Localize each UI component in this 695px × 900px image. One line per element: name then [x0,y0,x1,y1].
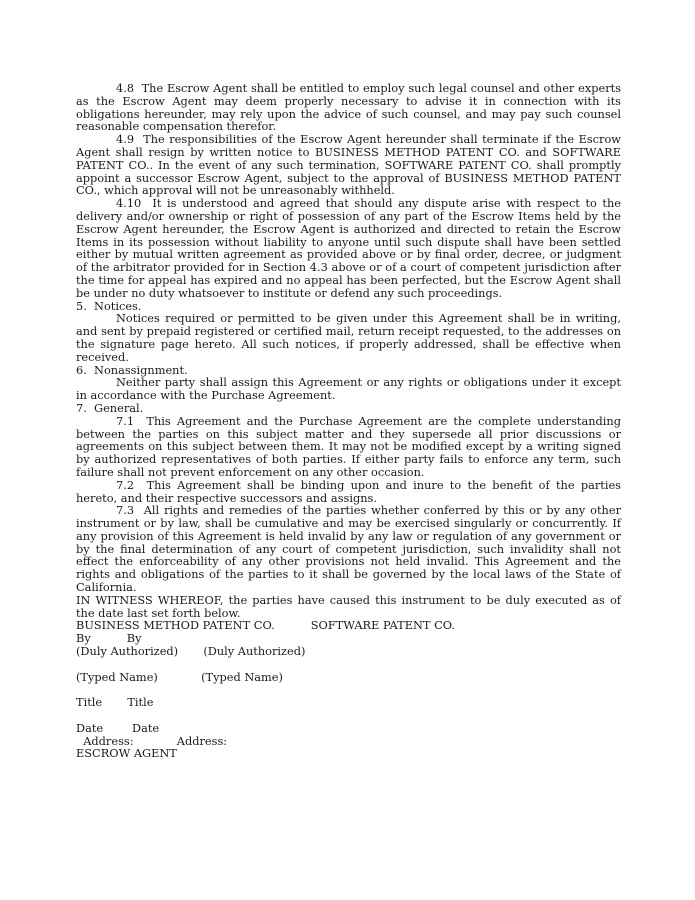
heading-general: 7. General. [76,400,144,415]
heading-nonassignment: 6. Nonassignment. [76,362,188,377]
spacer [76,658,621,671]
signature-address: Address: Address: [76,733,228,748]
signature-typed-name: (Typed Name) (Typed Name) [76,669,283,684]
section-4-8: 4.8 The Escrow Agent shall be entitled to employ such legal counsel and other experts as the Escrow Agent may deem properly necessary to advise it in connection with its obligations hereunder, may rely upon the advice of such counsel, and may pay such counsel reasonable compensation therefor. [76,81,625,134]
section-5-notices: Notices required or permitted to be given under this Agreement shall be in writing, and sent by prepaid registered or certified mail, return receipt requested, to the addresses on the signature page hereto. All such notices, if properly addressed, shall be effective when received. [76,311,625,364]
signature-by: By By [76,631,142,646]
signature-authorized: (Duly Authorized) (Duly Authorized) [76,644,306,659]
signature-parties: BUSINESS METHOD PATENT CO. SOFTWARE PATENT CO. [76,618,455,633]
spacer [76,709,621,722]
signature-date: Date Date [76,720,160,735]
agreement-text [76,81,625,761]
signature-escrow-agent: ESCROW AGENT [76,746,177,761]
witness-clause: IN WITNESS WHEREOF, the parties have caused this instrument to be duly executed as of the date last set forth below. [76,592,625,620]
section-7-3: 7.3 All rights and remedies of the parties whether conferred by this or by any other instrument or by law, shall be cumulative and may be exercised singularly or concurrently. If any provision of this Agreement is held invalid by any law or regulation of any government or by the final determination of any court of competent jurisdiction, such invalidity shall not effect the enforceability of any other provisions not held invalid. This Agreement and the rights and obligations of the parties to it shall be governed by the local laws of the State of California. [76,503,625,595]
section-6-nonassignment: Neither party shall assign this Agreement or any rights or obligations under it except in accordance with the Purchase Agreement. [76,375,625,403]
section-7-1: 7.1 This Agreement and the Purchase Agreement are the complete understanding between the parties on this subject matter and they supersede all prior discussions or agreements on this subject between them. It may not be modified except by a writing signed by authorized representatives of both parties. If either party fails to enforce any term, such failure shall not prevent enforcement on any other occasion. [76,413,625,479]
section-4-10: 4.10 It is understood and agreed that should any dispute arise with respect to the delivery and/or ownership or right of possession of any part of the Escrow Items held by the Escrow Agent hereunder, the Escrow Agent is authorized and directed to retain the Escrow Items in its possession without liability to anyone until such dispute shall have been settled either by mutual written agreement as provided above or by final order, decree, or judgment of the arbitrator provided for in Section 4.3 above or of a court of competent jurisdiction after the time for appeal has expired and no appeal has been perfected, but the Escrow Agent shall be under no duty whatsoever to institute or defend any such proceedings. [76,196,625,300]
spacer [76,683,621,696]
heading-notices: 5. Notices. [76,298,142,313]
section-4-9: 4.9 The responsibilities of the Escrow Agent hereunder shall terminate if the Escrow Agent shall resign by written notice to BUSINESS METHOD PATENT CO. and SOFTWARE PATENT CO.. In the event of any such termination, SOFTWARE PATENT CO. shall promptly appoint a successor Escrow Agent, subject to the approval of BUSINESS METHOD PATENT CO., which approval will not be unreasonably withheld. [76,132,625,198]
signature-title: Title Title [76,695,154,710]
signature-block [76,619,621,760]
section-7-2: 7.2 This Agreement shall be binding upon and inure to the benefit of the parties hereto, and their respective successors and assigns. [76,477,625,505]
